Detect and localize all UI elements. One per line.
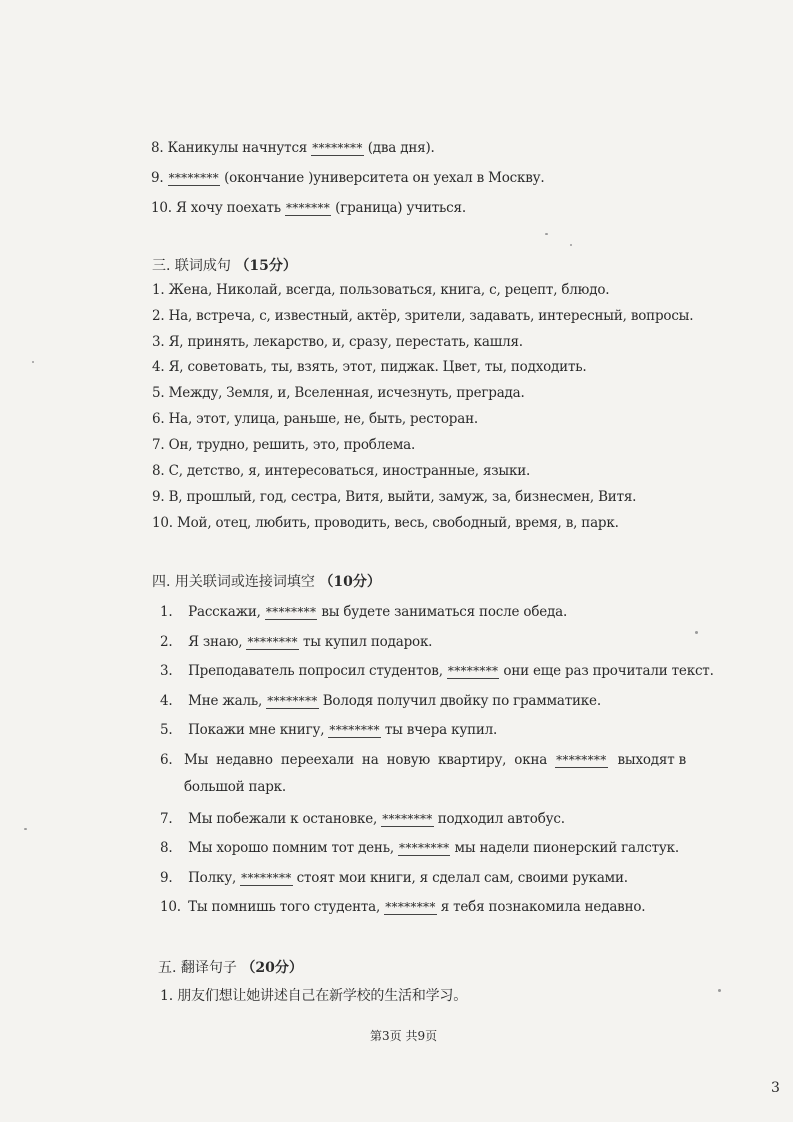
section-title: 用关联词或连接词填空 [174,574,315,590]
answer-blank: ******* [285,201,331,215]
section-title: 联词成句 [174,258,231,274]
scan-speck [695,631,698,634]
scan-speck [570,244,572,246]
s3-item: 5. Между, Земля, и, Вселенная, исчезнуть, преграда. [152,385,525,401]
section-number: 四. [152,574,171,590]
s4-item: 2. Я знаю, ******** ты купил подарок. [160,634,433,650]
s3-item: 10. Мой, отец, любить, проводить, весь, свободный, время, в, парк. [152,515,619,531]
item-text-before: Я хочу поехать [175,200,281,216]
answer-blank: ******** [556,753,607,767]
s4-item: 3. Преподаватель попросил студентов, ******** они еще раз прочитали текст. [160,663,714,679]
s2-item-8 [151,139,435,157]
s4-item: 6. Мы недавно переехали на новую квартиру, окна ******** выходят в [160,752,686,768]
item-text-after: (два дня). [367,140,435,156]
answer-blank: ******** [265,605,317,619]
section-title: 翻译句子 [180,960,237,976]
section-number: 三. [152,258,171,274]
s4-item: 5. Покажи мне книгу, ******** ты вчера купил. [160,722,498,738]
scan-speck [32,361,34,363]
section-score: （10分） [319,574,381,590]
scan-speck [545,233,548,235]
s4-item: 1. Расскажи, ******** вы будете заниматься после обеда. [160,604,568,620]
s2-item-10 [151,199,466,217]
s4-item: 4. Мне жаль, ******** Володя получил двойку по грамматике. [160,693,601,709]
s3-item: 9. В, прошлый, год, сестра, Витя, выйти, замуж, за, бизнесмен, Витя. [152,489,637,505]
page-footer: 第3页 共9页 [370,1029,438,1043]
item-number: 10. [151,200,172,216]
section-score: （20分） [241,960,303,976]
section-3-heading [152,256,297,276]
scan-speck [718,989,721,992]
s3-item: 1. Жена, Николай, всегда, пользоваться, книга, с, рецепт, блюдо. [152,282,610,298]
section-score: （15分） [235,258,297,274]
answer-blank: ******** [247,635,298,649]
scan-speck [24,828,27,830]
answer-blank: ******** [399,841,450,855]
s3-item: 3. Я, принять, лекарство, и, сразу, перестать, кашля. [152,334,523,350]
answer-blank: ******** [447,664,499,678]
answer-blank: ******** [168,171,219,185]
answer-blank: ******** [329,723,380,737]
section-5-heading [158,958,303,978]
s5-item: 1. 朋友们想让她讲述自己在新学校的生活和学习。 [160,988,468,1004]
s3-item: 8. С, детство, я, интересоваться, иностранные, языки. [152,463,531,479]
s4-item: 9. Полку, ******** стоят мои книги, я сделал сам, своими руками. [160,870,628,886]
s3-item: 6. На, этот, улица, раньше, не, быть, ресторан. [152,411,478,427]
answer-blank: ******** [267,694,318,708]
item-number: 8. [151,140,164,156]
section-4-heading [152,572,381,592]
s4-item: 7. Мы побежали к остановке, ******** подходил автобус. [160,811,565,827]
item-number: 9. [151,170,164,186]
s4-item-continuation: большой парк. [184,779,286,795]
corner-page-number: 3 [771,1080,780,1096]
item-text-after: (окончание )университета он уехал в Москву. [224,170,545,186]
answer-blank: ******** [312,141,363,155]
s3-item: 4. Я, советовать, ты, взять, этот, пиджак. Цвет, ты, подходить. [152,359,587,375]
answer-blank: ******** [382,812,433,826]
section-number: 五. [158,960,177,976]
s3-item: 2. На, встреча, с, известный, актёр, зрители, задавать, интересный, вопросы. [152,308,694,324]
s2-item-9 [151,169,545,187]
answer-blank: ******** [241,871,292,885]
answer-blank: ******** [385,900,436,914]
item-text-after: (граница) учиться. [335,200,466,216]
item-text-before: Каникулы начнутся [167,140,308,156]
s3-item: 7. Он, трудно, решить, это, проблема. [152,437,416,453]
s4-item: 8. Мы хорошо помним тот день, ******** мы надели пионерский галстук. [160,840,679,856]
s4-item: 10. Ты помнишь того студента, ******** я тебя познакомила недавно. [160,899,646,915]
